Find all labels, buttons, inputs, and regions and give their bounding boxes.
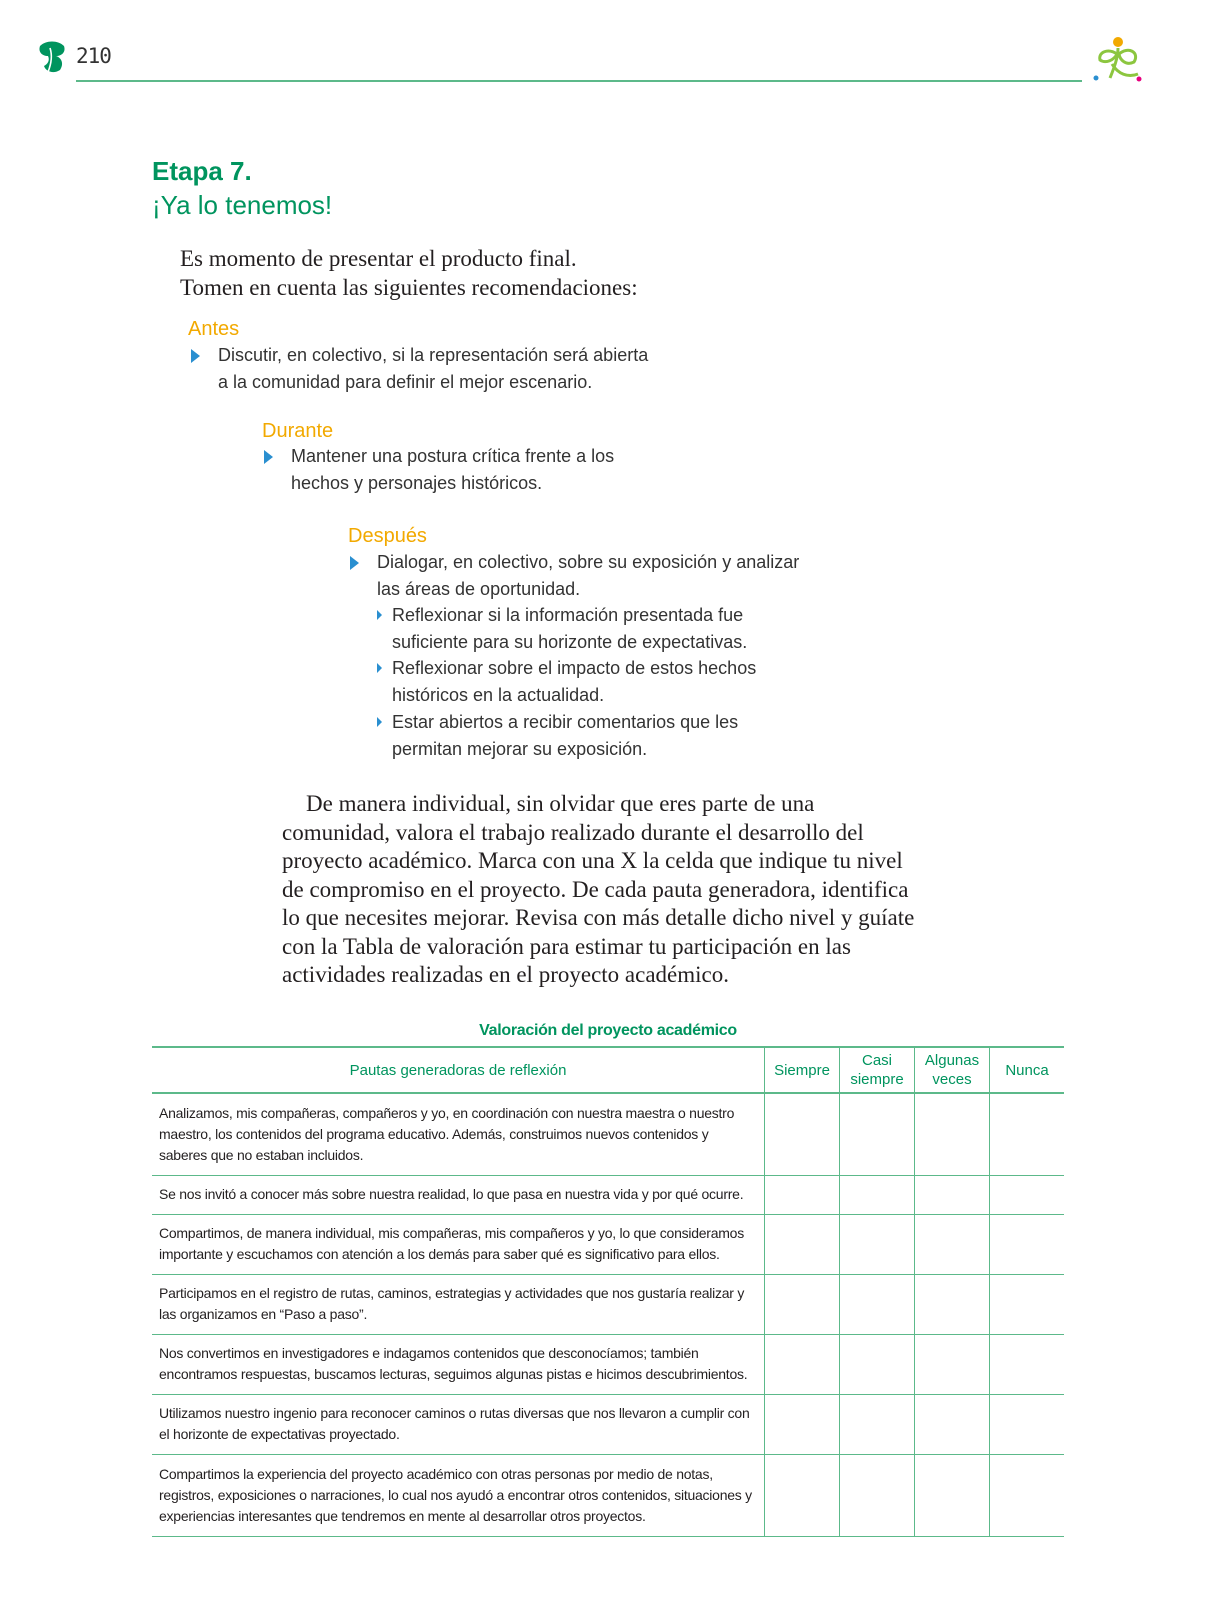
- table-row: [152, 1394, 1064, 1454]
- table-row: [152, 1093, 1064, 1175]
- pauta-text: Nos convertimos en investigadores e indagamos contenidos que desconocíamos; también encontramos respuestas, buscamos lecturas, seguimos algunas pistas e hicimos descubrimientos.: [152, 1334, 765, 1394]
- phase-label-antes: Antes: [188, 318, 240, 340]
- table-row: [152, 1214, 1064, 1274]
- sub-bullet: [392, 709, 738, 763]
- intro-paragraph: [180, 244, 638, 302]
- sub-bullet: [392, 602, 747, 656]
- individual-paragraph: [282, 790, 932, 990]
- bullet-line: las áreas de oportunidad.: [377, 579, 581, 599]
- cell-siempre[interactable]: [765, 1214, 840, 1274]
- header-siempre: Siempre: [765, 1047, 840, 1093]
- cell-casi-siempre[interactable]: [840, 1274, 915, 1334]
- bullet-line: Dialogar, en colectivo, sobre su exposición y analizar: [377, 552, 800, 572]
- sprout-logo-icon: [1088, 34, 1144, 86]
- valoracion-table: [152, 1046, 1064, 1537]
- table-caption: Valoración del proyecto académico: [479, 1022, 737, 1039]
- triangle-bullet-icon: [264, 450, 273, 464]
- table-row: [152, 1454, 1064, 1536]
- header-label-part: siempre: [850, 1071, 904, 1088]
- leaf-icon: [36, 38, 68, 74]
- cell-algunas-veces[interactable]: [915, 1394, 990, 1454]
- cell-siempre[interactable]: [765, 1175, 840, 1214]
- triangle-bullet-icon: [350, 556, 359, 570]
- phase-label-durante: Durante: [262, 420, 334, 442]
- sub-bullet: [392, 655, 756, 709]
- sub-bullet-line: históricos en la actualidad.: [392, 685, 605, 705]
- cell-siempre[interactable]: [765, 1454, 840, 1536]
- header-label-part: veces: [932, 1071, 972, 1088]
- cell-algunas-veces[interactable]: [915, 1175, 990, 1214]
- header-casi-siempre: [840, 1047, 915, 1093]
- pauta-text: Se nos invitó a conocer más sobre nuestra realidad, lo que pasa en nuestra vida y por qué ocurre.: [152, 1175, 765, 1214]
- paragraph-line: de compromiso en el proyecto. De cada pauta generadora, identifica: [282, 876, 909, 902]
- table-row: [152, 1334, 1064, 1394]
- pauta-text: Compartimos la experiencia del proyecto académico con otras personas por medio de notas, registros, exposiciones o narraciones, lo cual nos ayudó a encontrar otros contenidos, situaciones y experiencias interesantes que tendremos en mente al desarrollar otros proyectos.: [152, 1454, 765, 1536]
- table-row: [152, 1274, 1064, 1334]
- cell-nunca[interactable]: [990, 1454, 1065, 1536]
- sub-bullet-line: permitan mejorar su exposición.: [392, 739, 648, 759]
- cell-algunas-veces[interactable]: [915, 1334, 990, 1394]
- header-pautas: Pautas generadoras de reflexión: [152, 1047, 765, 1093]
- triangle-bullet-icon: [191, 349, 200, 363]
- paragraph-line: De manera individual, sin olvidar que eres parte de una: [306, 791, 815, 816]
- bullet-despues: [377, 549, 799, 603]
- header-nunca: Nunca: [990, 1047, 1065, 1093]
- header-rule: [76, 80, 1082, 82]
- pauta-text: Participamos en el registro de rutas, caminos, estrategias y actividades que nos gustaría realizar y las organizamos en “Paso a paso”.: [152, 1274, 765, 1334]
- cell-casi-siempre[interactable]: [840, 1093, 915, 1175]
- cell-casi-siempre[interactable]: [840, 1214, 915, 1274]
- paragraph-line: actividades realizadas en el proyecto académico.: [282, 962, 729, 987]
- phase-label-despues: Después: [348, 525, 427, 547]
- bullet-line: hechos y personajes históricos.: [291, 473, 543, 493]
- header-label-part: Casi: [861, 1052, 892, 1069]
- bullet-durante: [291, 443, 614, 497]
- paragraph-line: comunidad, valora el trabajo realizado durante el desarrollo del: [282, 819, 864, 845]
- sub-bullet-line: Estar abiertos a recibir comentarios que les: [392, 712, 739, 732]
- bullet-line: Discutir, en colectivo, si la representación será abierta: [218, 345, 649, 365]
- cell-algunas-veces[interactable]: [915, 1274, 990, 1334]
- cell-casi-siempre[interactable]: [840, 1454, 915, 1536]
- stage-title: Etapa 7.: [152, 156, 252, 186]
- cell-siempre[interactable]: [765, 1093, 840, 1175]
- cell-casi-siempre[interactable]: [840, 1394, 915, 1454]
- paragraph-line: lo que necesites mejorar. Revisa con más detalle dicho nivel y guíate: [282, 905, 915, 930]
- cell-nunca[interactable]: [990, 1334, 1065, 1394]
- small-triangle-bullet-icon: [377, 610, 382, 620]
- cell-casi-siempre[interactable]: [840, 1175, 915, 1214]
- cell-nunca[interactable]: [990, 1175, 1065, 1214]
- sub-bullet-line: Reflexionar sobre el impacto de estos hechos: [392, 658, 757, 678]
- small-triangle-bullet-icon: [377, 717, 382, 727]
- intro-line: Es momento de presentar el producto final.: [180, 246, 577, 271]
- cell-siempre[interactable]: [765, 1394, 840, 1454]
- sub-bullet-line: Reflexionar si la información presentada fue: [392, 605, 744, 625]
- cell-nunca[interactable]: [990, 1274, 1065, 1334]
- intro-line: Tomen en cuenta las siguientes recomendaciones:: [180, 275, 638, 300]
- paragraph-line: con la Tabla de valoración para estimar tu participación en las: [282, 933, 851, 959]
- table-header-row: [152, 1047, 1064, 1093]
- cell-algunas-veces[interactable]: [915, 1214, 990, 1274]
- cell-nunca[interactable]: [990, 1093, 1065, 1175]
- header-algunas-veces: [915, 1047, 990, 1093]
- small-triangle-bullet-icon: [377, 663, 382, 673]
- cell-siempre[interactable]: [765, 1334, 840, 1394]
- cell-algunas-veces[interactable]: [915, 1454, 990, 1536]
- cell-algunas-veces[interactable]: [915, 1093, 990, 1175]
- cell-nunca[interactable]: [990, 1214, 1065, 1274]
- paragraph-line: proyecto académico. Marca con una X la celda que indique tu nivel: [282, 848, 903, 873]
- header-label-part: Algunas: [924, 1052, 980, 1069]
- page-number: 210: [76, 44, 111, 68]
- bullet-line: Mantener una postura crítica frente a los: [291, 446, 615, 466]
- pauta-text: Utilizamos nuestro ingenio para reconocer caminos o rutas diversas que nos llevaron a cumplir con el horizonte de expectativas proyectado.: [152, 1394, 765, 1454]
- bullet-antes: [218, 342, 648, 396]
- cell-siempre[interactable]: [765, 1274, 840, 1334]
- sub-bullet-line: suficiente para su horizonte de expectativas.: [392, 632, 748, 652]
- pauta-text: Compartimos, de manera individual, mis compañeras, mis compañeros y yo, lo que consideramos importante y escuchamos con atención a los demás para saber qué es significativo para ellos.: [152, 1214, 765, 1274]
- cell-casi-siempre[interactable]: [840, 1334, 915, 1394]
- stage-subtitle: ¡Ya lo tenemos!: [152, 190, 333, 220]
- bullet-line: a la comunidad para definir el mejor escenario.: [218, 372, 593, 392]
- pauta-text: Analizamos, mis compañeras, compañeros y yo, en coordinación con nuestra maestra o nuestro maestro, los contenidos del programa educativo. Además, construimos nuevos contenidos y saberes que no estaban incluidos.: [152, 1093, 765, 1175]
- table-row: [152, 1175, 1064, 1214]
- cell-nunca[interactable]: [990, 1394, 1065, 1454]
